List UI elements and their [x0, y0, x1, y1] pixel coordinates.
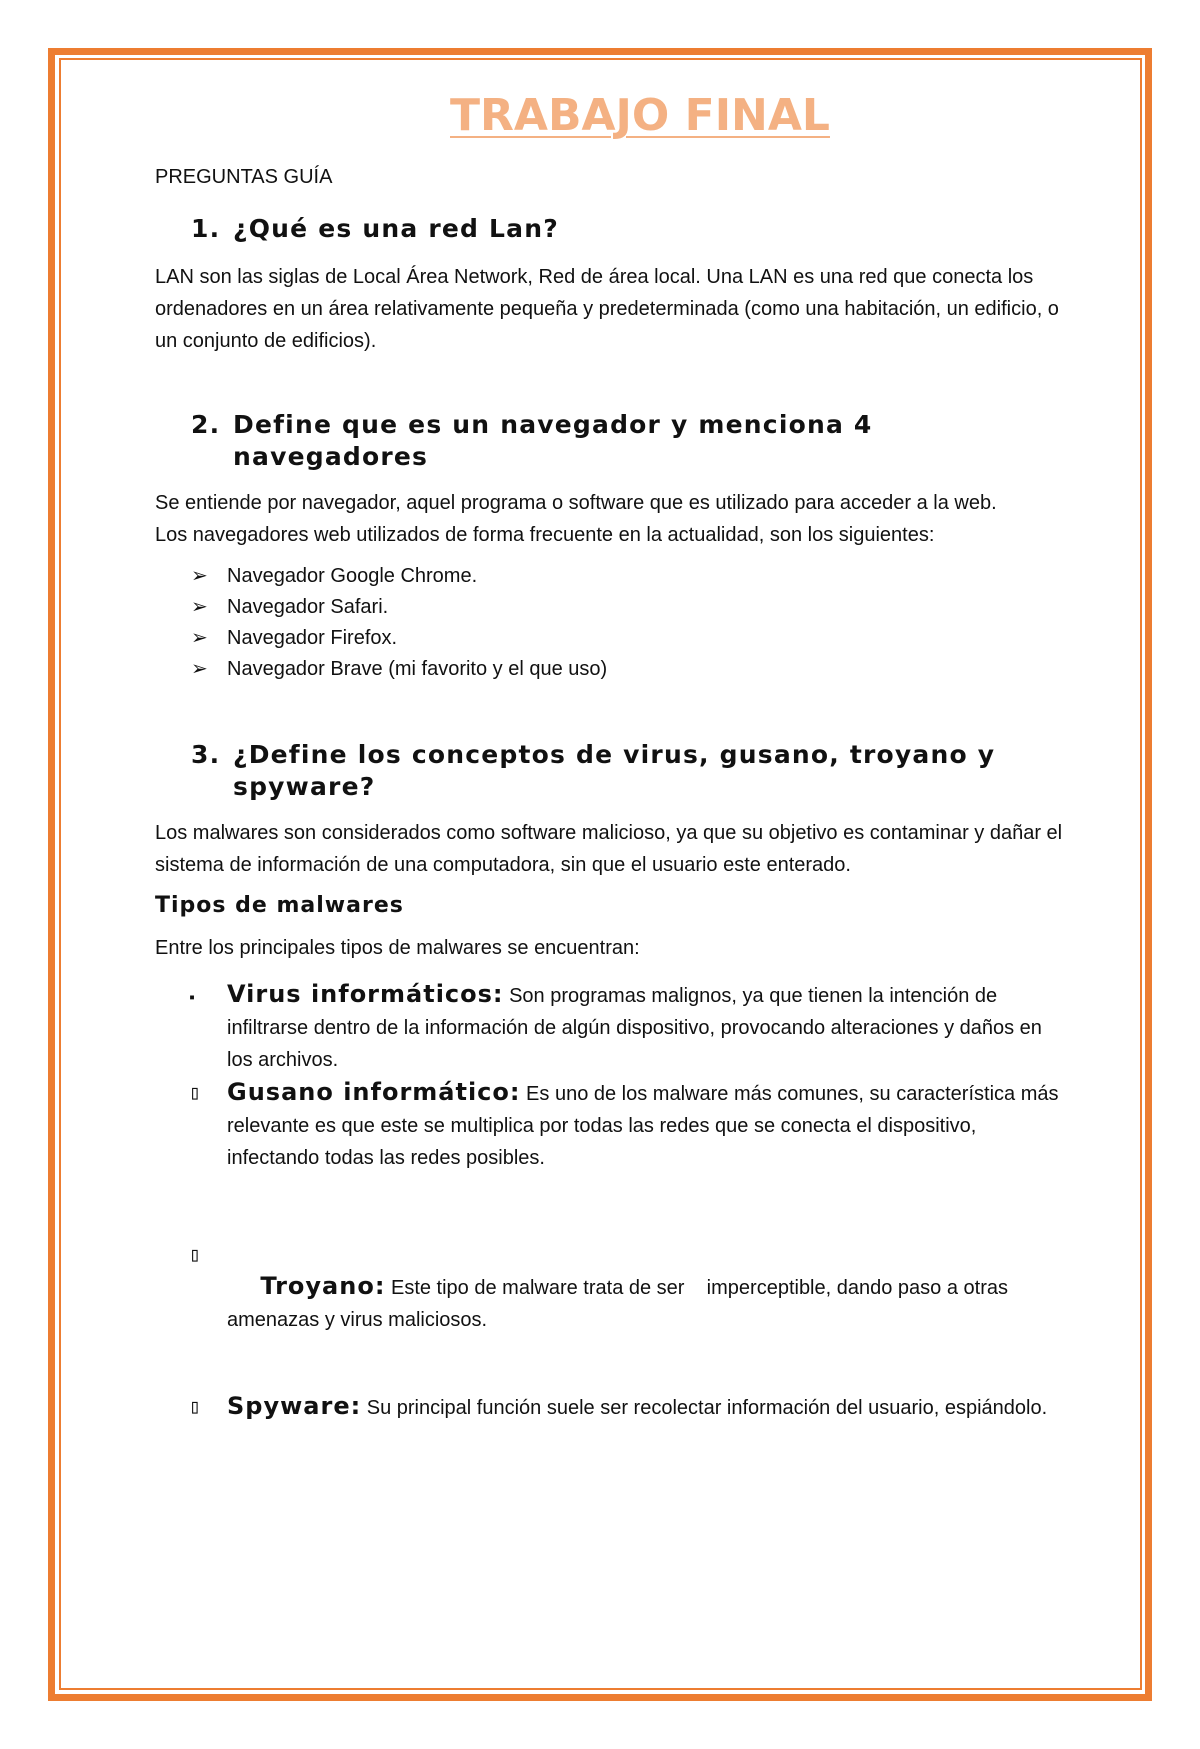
browser-item-label: Navegador Safari.: [227, 596, 389, 618]
malware-term: Gusano informático:: [227, 1078, 521, 1106]
question-2-number: 2.: [191, 410, 221, 439]
question-2-heading: [155, 409, 1065, 473]
question-1-text: ¿Qué es una red Lan?: [233, 214, 559, 243]
malware-entry: [227, 1390, 1065, 1424]
question-3-text: ¿Define los conceptos de virus, gusano, troyano y spyware?: [233, 740, 996, 801]
square-bullet-icon: ▪: [189, 992, 196, 1003]
malware-description: Este tipo de malware trata de ser imperceptible, dando paso a otras amenazas y virus maliciosos.: [227, 1277, 1014, 1331]
list-item: [155, 1238, 1065, 1368]
browser-item-label: Navegador Google Chrome.: [227, 565, 478, 587]
malware-description: Son programas malignos, ya que tienen la intención de infiltrarse dentro de la información de algún dispositivo, provocando alteraciones y daños en los archivos.: [227, 985, 1042, 1071]
browser-item-label: Navegador Brave (mi favorito y el que uso): [227, 658, 608, 680]
list-item: [155, 1390, 1065, 1424]
malware-entry: [227, 1076, 1065, 1174]
list-item: [155, 592, 1065, 623]
arrow-bullet-icon: ➢: [191, 565, 208, 587]
list-item: [155, 1076, 1065, 1174]
malware-types-heading: Tipos de malwares: [155, 893, 404, 918]
question-1-answer: LAN son las siglas de Local Área Network, Red de área local. Una LAN es una red que conecta los ordenadores en un área relativamente pequeña y predeterminada (como una habitación, un edificio, o un conjunto de edificios).: [155, 266, 1059, 352]
list-item: [155, 978, 1065, 1076]
document-page: [155, 90, 1065, 1424]
question-2-answer-1: Se entiende por navegador, aquel programa o software que es utilizado para acceder a la web.: [155, 492, 997, 514]
box-bullet-icon: ▯: [189, 1242, 202, 1266]
arrow-bullet-icon: ➢: [191, 658, 208, 680]
question-2-answer-2: Los navegadores web utilizados de forma frecuente en la actualidad, son los siguientes:: [155, 524, 935, 546]
question-1-heading: [155, 213, 1065, 245]
arrow-bullet-icon: ➢: [191, 627, 208, 649]
list-item: [155, 623, 1065, 654]
arrow-bullet-icon: ➢: [191, 596, 208, 618]
browser-list: [155, 561, 1065, 685]
box-bullet-icon: ▯: [189, 1394, 202, 1418]
question-2-text: Define que es un navegador y menciona 4 navegadores: [233, 410, 873, 471]
malware-entry: [227, 978, 1065, 1076]
malware-description: Es uno de los malware más comunes, su característica más relevante es que este se multiplica por todas las redes que se conecta el dispositivo, infectando todas las redes posibles.: [227, 1083, 1059, 1169]
malware-description: Su principal función suele ser recolectar información del usuario, espiándolo.: [361, 1397, 1048, 1419]
malware-term: Virus informáticos:: [227, 980, 504, 1008]
document-subtitle: PREGUNTAS GUÍA: [155, 166, 333, 188]
malware-types-intro: Entre los principales tipos de malwares se encuentran:: [155, 937, 640, 959]
question-3-heading: [155, 739, 1065, 803]
list-item: [155, 561, 1065, 592]
box-bullet-icon: ▯: [189, 1080, 202, 1104]
malware-term: Troyano:: [260, 1272, 386, 1300]
browser-item-label: Navegador Firefox.: [227, 627, 398, 649]
list-item: [155, 654, 1065, 685]
question-3-answer: Los malwares son considerados como software malicioso, ya que su objetivo es contaminar y dañar el sistema de información de una computadora, sin que el usuario este enterado.: [155, 822, 1063, 876]
question-1-number: 1.: [191, 214, 221, 243]
malware-term: Spyware:: [227, 1392, 362, 1420]
malware-entry: [227, 1238, 1065, 1368]
document-title: TRABAJO FINAL: [450, 90, 830, 141]
question-3-number: 3.: [191, 740, 221, 769]
